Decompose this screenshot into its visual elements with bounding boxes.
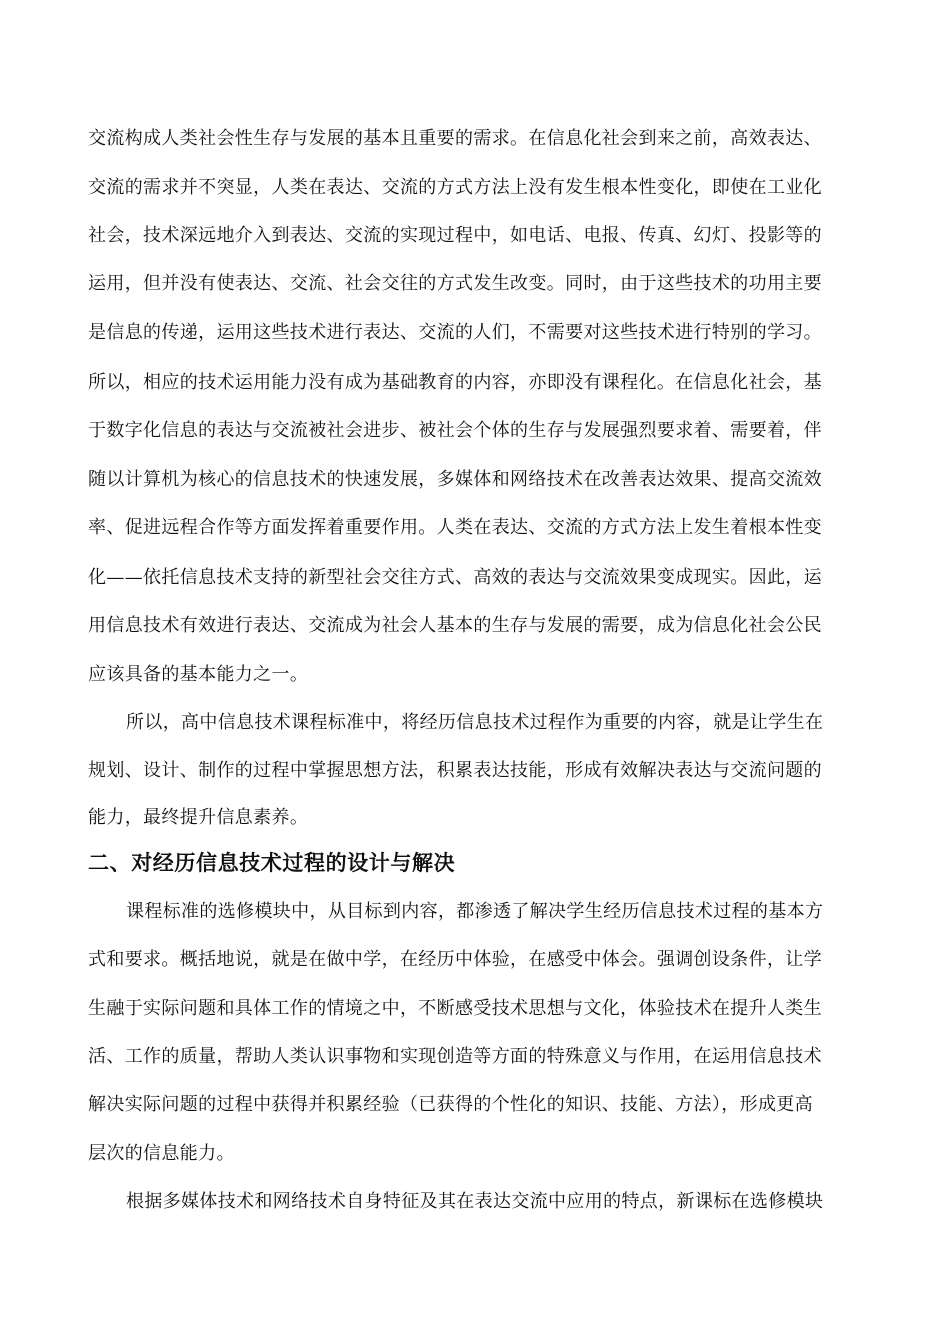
body-text-line: 所以，相应的技术运用能力没有成为基础教育的内容，亦即没有课程化。在信息化社会，基 xyxy=(88,372,822,393)
body-text-line: 活、工作的质量，帮助人类认识事物和实现创造等方面的特殊意义与作用，在运用信息技术 xyxy=(88,1046,822,1067)
body-text-line: 能力，最终提升信息素养。 xyxy=(88,807,309,828)
section-heading: 二、对经历信息技术过程的设计与解决 xyxy=(88,851,456,875)
body-text-line: 所以，高中信息技术课程标准中，将经历信息技术过程作为重要的内容，就是让学生在 xyxy=(126,712,824,733)
body-text-line: 社会，技术深远地介入到表达、交流的实现过程中，如电话、电报、传真、幻灯、投影等的 xyxy=(88,225,822,246)
body-text-line: 运用，但并没有使表达、交流、社会交往的方式发生改变。同时，由于这些技术的功用主要 xyxy=(88,273,822,294)
body-text-line: 规划、设计、制作的过程中掌握思想方法，积累表达技能，形成有效解决表达与交流问题的 xyxy=(88,760,822,781)
body-text-line: 随以计算机为核心的信息技术的快速发展，多媒体和网络技术在改善表达效果、提高交流效 xyxy=(88,469,822,490)
body-text-line: 交流构成人类社会性生存与发展的基本且重要的需求。在信息化社会到来之前，高效表达、 xyxy=(88,128,822,149)
body-text-line: 用信息技术有效进行表达、交流成为社会人基本的生存与发展的需要，成为信息化社会公民 xyxy=(88,615,822,636)
body-text-line: 生融于实际问题和具体工作的情境之中，不断感受技术思想与文化，体验技术在提升人类生 xyxy=(88,998,822,1019)
body-text-line: 应该具备的基本能力之一。 xyxy=(88,664,309,685)
body-text-line: 交流的需求并不突显，人类在表达、交流的方式方法上没有发生根本性变化，即使在工业化 xyxy=(88,177,822,198)
body-text-line: 式和要求。概括地说，就是在做中学，在经历中体验，在感受中体会。强调创设条件，让学 xyxy=(88,949,822,970)
body-text-line: 层次的信息能力。 xyxy=(88,1143,235,1164)
body-text-line: 率、促进远程合作等方面发挥着重要作用。人类在表达、交流的方式方法上发生着根本性变 xyxy=(88,517,822,538)
body-text-line: 化——依托信息技术支持的新型社会交往方式、高效的表达与交流效果变成现实。因此，运 xyxy=(88,567,822,588)
body-text-line: 课程标准的选修模块中，从目标到内容，都渗透了解决学生经历信息技术过程的基本方 xyxy=(126,901,824,922)
body-text-line: 根据多媒体技术和网络技术自身特征及其在表达交流中应用的特点，新课标在选修模块 xyxy=(126,1191,824,1212)
body-text-line: 是信息的传递，运用这些技术进行表达、交流的人们，不需要对这些技术进行特别的学习。 xyxy=(88,322,822,343)
body-text-line: 解决实际问题的过程中获得并积累经验（已获得的个性化的知识、技能、方法），形成更高 xyxy=(88,1094,813,1115)
body-text-line: 于数字化信息的表达与交流被社会进步、被社会个体的生存与发展强烈要求着、需要着，伴 xyxy=(88,420,822,441)
